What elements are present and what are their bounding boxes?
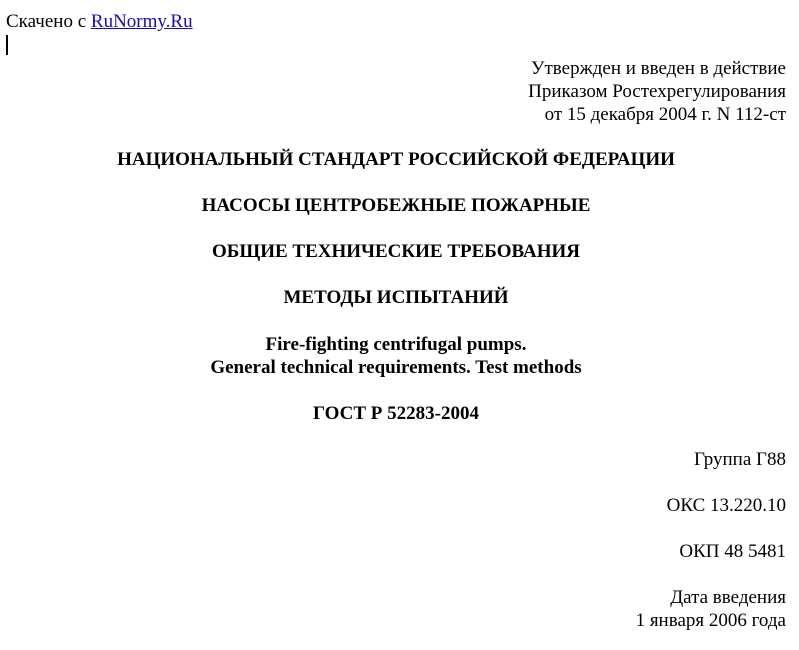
approval-line-2: Приказом Ростехрегулирования <box>528 81 786 102</box>
classification-oks: ОКС 13.220.10 <box>666 495 786 516</box>
document-title-1: НАСОСЫ ЦЕНТРОБЕЖНЫЕ ПОЖАРНЫЕ <box>201 195 591 216</box>
text-cursor <box>6 35 8 55</box>
english-title-1: Fire-fighting centrifugal pumps. <box>265 334 527 355</box>
runormy-link[interactable]: RuNormy.Ru <box>90 11 193 32</box>
introduction-label: Дата введения <box>670 587 786 608</box>
download-source <box>6 10 193 33</box>
approval-line-3: от 15 декабря 2004 г. N 112-ст <box>544 104 786 125</box>
standard-code: ГОСТ Р 52283-2004 <box>313 403 479 424</box>
introduction-date: 1 января 2006 года <box>635 610 786 631</box>
english-title-2: General technical requirements. Test methods <box>210 357 582 378</box>
classification-group: Группа Г88 <box>693 449 786 470</box>
approval-line-1: Утвержден и введен в действие <box>531 58 786 79</box>
download-prefix: Скачено с <box>6 11 91 32</box>
document-title-3: МЕТОДЫ ИСПЫТАНИЙ <box>283 287 509 308</box>
document-title-2: ОБЩИЕ ТЕХНИЧЕСКИЕ ТРЕБОВАНИЯ <box>212 241 580 262</box>
standard-heading: НАЦИОНАЛЬНЫЙ СТАНДАРТ РОССИЙСКОЙ ФЕДЕРАЦИИ <box>117 149 675 170</box>
classification-okp: ОКП 48 5481 <box>679 541 786 562</box>
